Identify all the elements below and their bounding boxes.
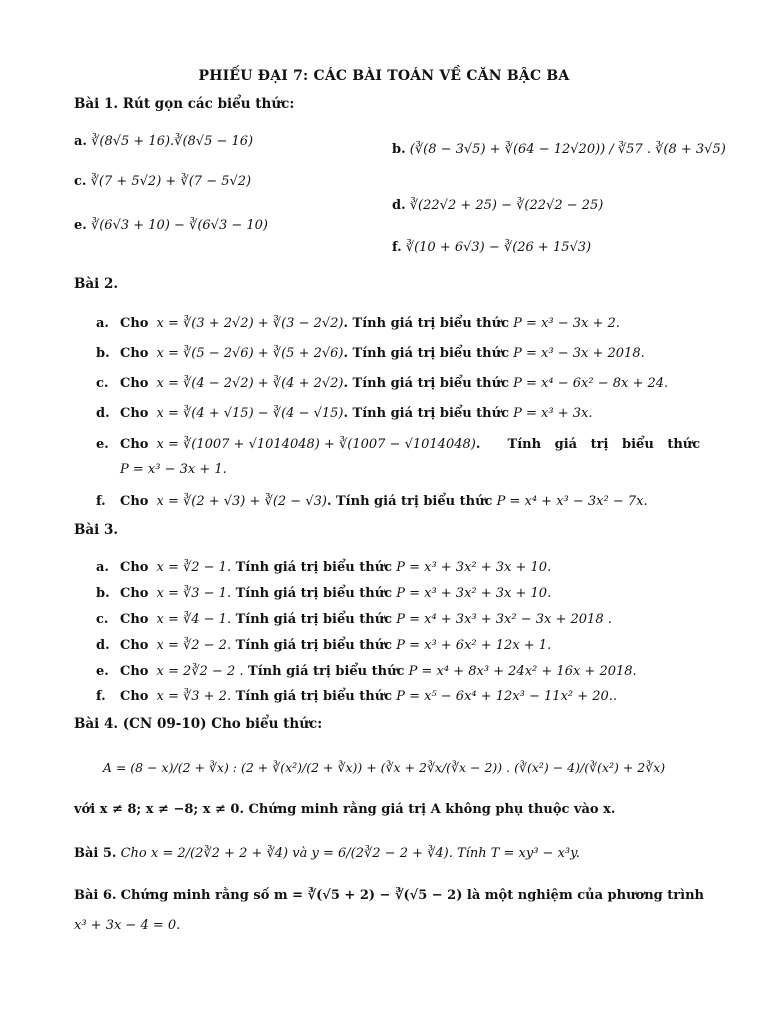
exercise-1d <box>392 198 603 213</box>
exercise-2c <box>96 376 668 391</box>
expression: (∛(8 − 3√5) + ∛(64 − 12√20)) / ∛57 . ∛(8 + 3√5) <box>409 142 726 157</box>
item-label: b. <box>96 586 110 601</box>
exercise-2f <box>96 494 648 509</box>
target-expression: P = x³ + 3x² + 3x + 10. <box>396 560 552 575</box>
instruction: . Tính giá trị biểu thức <box>343 316 509 331</box>
given-expression: x = ∛2 − 2. <box>156 638 232 653</box>
instruction: . Tính giá trị biểu thức <box>326 494 493 509</box>
page-title: PHIẾU ĐẠI 7: CÁC BÀI TOÁN VỀ CĂN BẬC BA <box>198 68 570 84</box>
exercise-3c <box>96 612 612 627</box>
given-word: Cho <box>120 406 149 421</box>
target-expression: P = x³ − 3x + 2018. <box>513 346 645 361</box>
item-label: a. <box>74 134 87 149</box>
given-word: Cho <box>120 437 149 452</box>
instruction: Tính giá trị biểu thức <box>231 612 393 627</box>
given-word: Cho <box>120 586 149 601</box>
instruction: . Tính giá trị biểu thức <box>343 346 509 361</box>
item-label: e. <box>96 437 109 452</box>
exercise-5-text: Cho x = 2/(2∛2 + 2 + ∛4) và y = 6/(2∛2 − 2 + ∛4). Tính T = xy³ − x³y. <box>120 846 580 861</box>
exercise-2e <box>96 437 700 452</box>
given-word: Cho <box>120 346 149 361</box>
given-expression: x = ∛3 + 2. <box>156 689 232 704</box>
instruction: . Tính giá trị biểu thức <box>343 406 509 421</box>
item-label: f. <box>392 240 402 255</box>
exercise-4-formula: A = (8 − x)/(2 + ∛x) : (2 + ∛(x²)/(2 + ∛x)) + (∛x + 2∛x/(∛x − 2)) . (∛(x²) − 4)/(∛(x²) + 2∛x) <box>102 760 666 775</box>
given-word: Cho <box>120 376 149 391</box>
item-label: c. <box>74 174 87 189</box>
instruction: Tính giá trị biểu thức <box>231 560 393 575</box>
exercise-2a <box>96 316 620 331</box>
given-expression: x = ∛(4 − 2√2) + ∛(4 + 2√2) <box>156 376 344 391</box>
target-expression: P = x⁵ − 6x⁴ + 12x³ − 11x² + 20.. <box>396 689 618 704</box>
exercise-2e-target <box>120 462 227 477</box>
instruction: Tính giá trị biểu thức <box>231 586 393 601</box>
exercise-4-heading: Bài 4. (CN 09-10) Cho biểu thức: <box>74 716 323 732</box>
item-label: b. <box>392 142 406 157</box>
given-expression: x = 2∛2 − 2 . <box>156 664 244 679</box>
item-label: c. <box>96 612 109 627</box>
exercise-6-line2: x³ + 3x − 4 = 0. <box>74 918 181 933</box>
given-word: Cho <box>120 494 149 509</box>
target-expression: P = x⁴ + x³ − 3x² − 7x. <box>496 494 648 509</box>
target-expression: P = x³ + 3x. <box>513 406 593 421</box>
item-label: f. <box>96 494 106 509</box>
given-expression: x = ∛(2 + √3) + ∛(2 − √3) <box>156 494 327 509</box>
exercise-3b <box>96 586 551 601</box>
exercise-1a <box>74 134 253 149</box>
exercise-6 <box>74 888 704 903</box>
exercise-2-heading: Bài 2. <box>74 276 119 292</box>
exercise-2d <box>96 406 592 421</box>
given-expression: x = ∛(1007 + √1014048) + ∛(1007 − √1014048) <box>156 437 476 452</box>
exercise-4-condition: với x ≠ 8; x ≠ −8; x ≠ 0. Chứng minh rằng giá trị A không phụ thuộc vào x. <box>74 802 616 817</box>
item-label: e. <box>96 664 109 679</box>
given-word: Cho <box>120 689 149 704</box>
instruction: . Tính giá trị biểu thức <box>343 376 509 391</box>
instruction: Tính giá trị biểu thức <box>243 664 405 679</box>
target-expression: P = x³ + 3x² + 3x + 10. <box>396 586 552 601</box>
expression: ∛(22√2 + 25) − ∛(22√2 − 25) <box>409 198 604 213</box>
expression: ∛(7 + 5√2) + ∛(7 − 5√2) <box>90 174 252 189</box>
given-word: Cho <box>120 638 149 653</box>
exercise-3e <box>96 664 637 679</box>
item-label: f. <box>96 689 106 704</box>
exercise-1-heading: Bài 1. Rút gọn các biểu thức: <box>74 96 295 112</box>
target-expression: P = x³ − 3x + 2. <box>513 316 620 331</box>
instruction: . Tính giá trị biểu thức <box>475 437 701 452</box>
exercise-3d <box>96 638 551 653</box>
exercise-6-heading: Bài 6. <box>74 888 117 903</box>
exercise-1e <box>74 218 268 233</box>
exercise-6-line1: Chứng minh rằng số m = ∛(√5 + 2) − ∛(√5 − 2) là một nghiệm của phương trình <box>120 888 704 903</box>
instruction: Tính giá trị biểu thức <box>231 638 393 653</box>
expression: ∛(8√5 + 16).∛(8√5 − 16) <box>91 134 254 149</box>
given-expression: x = ∛(3 + 2√2) + ∛(3 − 2√2) <box>156 316 344 331</box>
item-label: a. <box>96 560 109 575</box>
exercise-2b <box>96 346 645 361</box>
item-label: d. <box>96 406 110 421</box>
target-expression: P = x⁴ + 8x³ + 24x² + 16x + 2018. <box>408 664 637 679</box>
target-expression: P = x³ + 6x² + 12x + 1. <box>396 638 552 653</box>
given-word: Cho <box>120 612 149 627</box>
item-label: d. <box>96 638 110 653</box>
target-expression: P = x⁴ + 3x³ + 3x² − 3x + 2018 . <box>396 612 612 627</box>
item-label: a. <box>96 316 109 331</box>
given-expression: x = ∛2 − 1. <box>156 560 232 575</box>
given-expression: x = ∛(5 − 2√6) + ∛(5 + 2√6) <box>156 346 344 361</box>
expression: ∛(6√3 + 10) − ∛(6√3 − 10) <box>90 218 268 233</box>
exercise-3a <box>96 560 551 575</box>
exercise-1c <box>74 174 251 189</box>
given-expression: x = ∛4 − 1. <box>156 612 232 627</box>
exercise-5-heading: Bài 5. <box>74 846 117 861</box>
given-word: Cho <box>120 664 149 679</box>
expression: ∛(10 + 6√3) − ∛(26 + 15√3) <box>405 240 592 255</box>
exercise-3f <box>96 689 617 704</box>
given-word: Cho <box>120 316 149 331</box>
item-label: e. <box>74 218 87 233</box>
instruction: Tính giá trị biểu thức <box>231 689 393 704</box>
item-label: b. <box>96 346 110 361</box>
target-expression: P = x³ − 3x + 1. <box>120 462 227 477</box>
target-expression: P = x⁴ − 6x² − 8x + 24. <box>513 376 669 391</box>
exercise-1f <box>392 240 591 255</box>
given-word: Cho <box>120 560 149 575</box>
given-expression: x = ∛(4 + √15) − ∛(4 − √15) <box>156 406 344 421</box>
exercise-1b <box>392 142 726 157</box>
given-expression: x = ∛3 − 1. <box>156 586 232 601</box>
exercise-5 <box>74 846 580 861</box>
item-label: c. <box>96 376 109 391</box>
item-label: d. <box>392 198 406 213</box>
exercise-3-heading: Bài 3. <box>74 522 119 538</box>
